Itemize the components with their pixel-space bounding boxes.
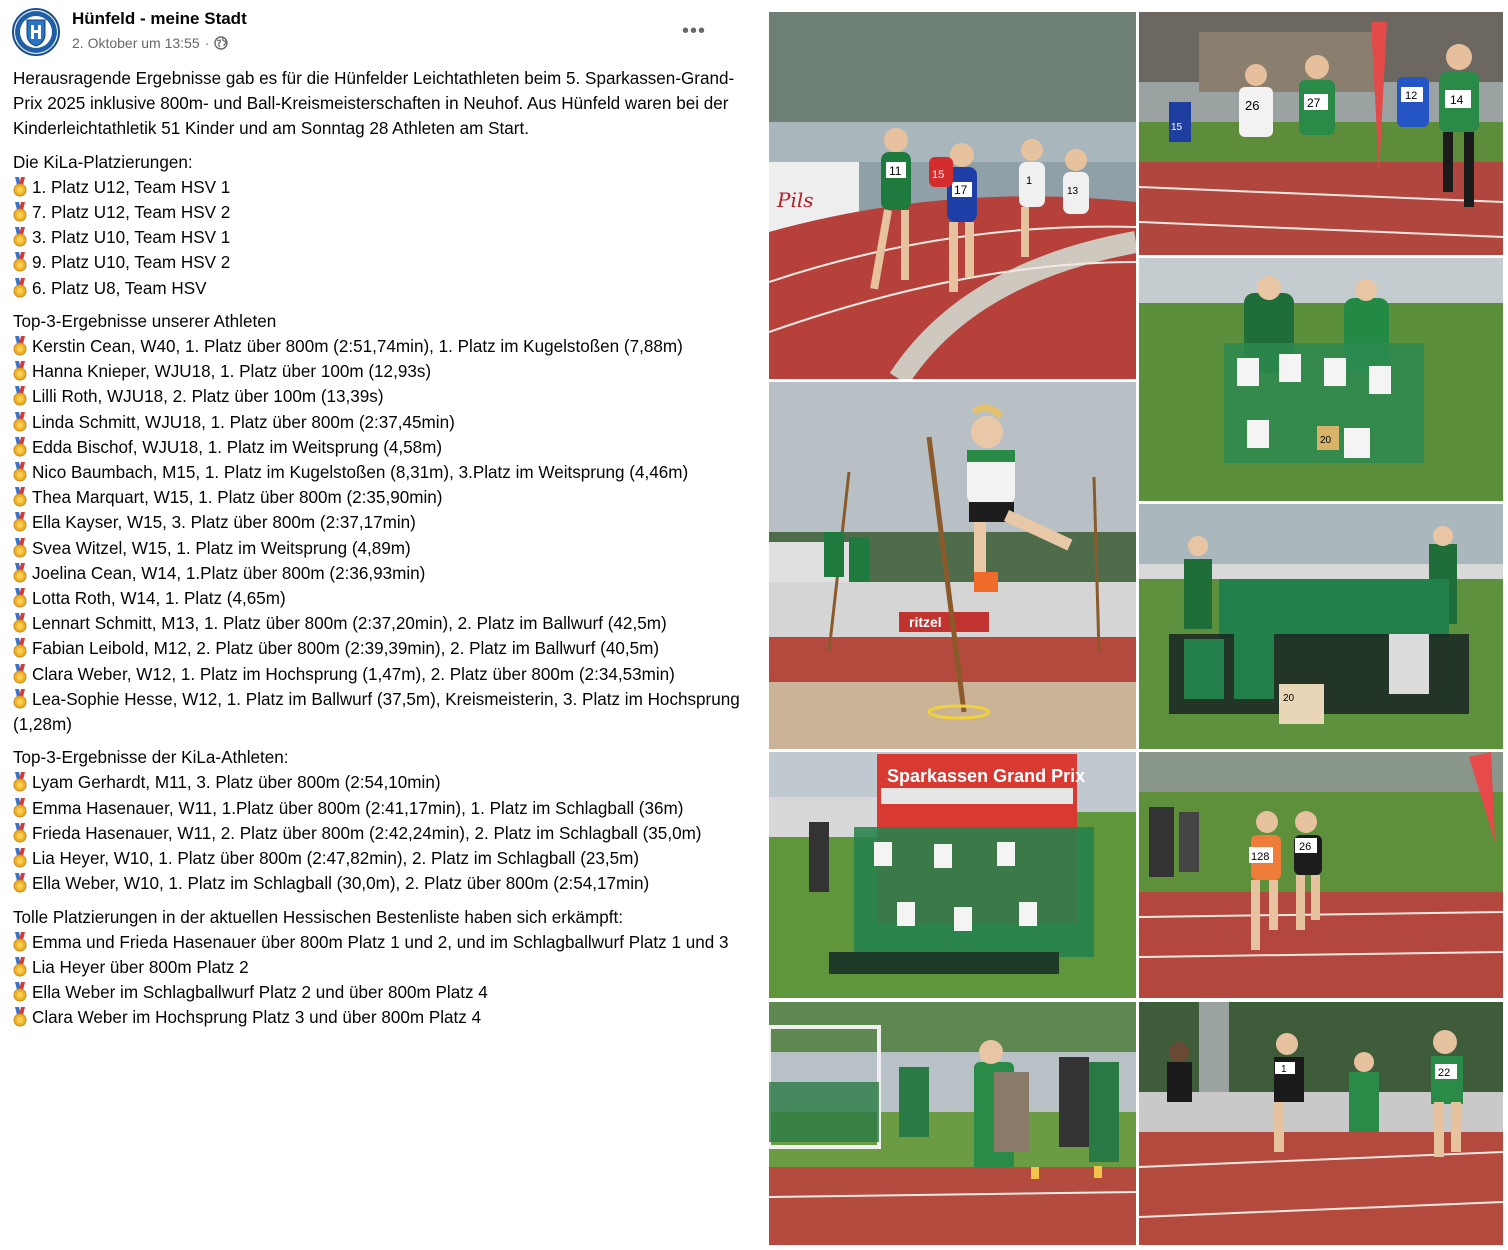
kila-heading: Die KiLa-Platzierungen: — [13, 152, 193, 172]
medal-icon — [13, 437, 27, 457]
result-text: Edda Bischof, WJU18, 1. Platz im Weitsprung (4,58m) — [32, 437, 443, 457]
medal-icon — [13, 823, 27, 843]
result-item — [13, 821, 748, 846]
result-item — [13, 175, 748, 200]
globe-icon — [214, 36, 228, 50]
result-text: Ella Kayser, W15, 3. Platz über 800m (2:37,17min) — [32, 513, 416, 533]
medal-icon — [13, 798, 27, 818]
result-item — [13, 687, 748, 737]
photo-sprint[interactable] — [1139, 12, 1503, 255]
photo-sprint-start[interactable] — [1139, 1002, 1503, 1245]
kila-athletes-heading: Top-3-Ergebnisse der KiLa-Athleten: — [13, 748, 289, 768]
post-text — [13, 66, 748, 1039]
result-text: 3. Platz U10, Team HSV 1 — [32, 228, 231, 248]
race-bib: 1 — [1026, 175, 1033, 187]
result-text: Joelina Cean, W14, 1.Platz über 800m (2:36,93min) — [32, 563, 426, 583]
medal-icon — [13, 252, 27, 272]
team-bib: 20 — [1283, 693, 1295, 704]
medal-icon — [13, 227, 27, 247]
result-text: Linda Schmitt, WJU18, 1. Platz über 800m (2:37,45min) — [32, 412, 455, 432]
medal-icon — [13, 563, 27, 583]
result-text: Lotta Roth, W14, 1. Platz (4,65m) — [32, 589, 286, 609]
result-item — [13, 384, 748, 409]
result-text: Hanna Knieper, WJU18, 1. Platz über 100m (12,93s) — [32, 362, 432, 382]
result-item — [13, 359, 748, 384]
medal-icon — [13, 613, 27, 633]
result-item — [13, 846, 748, 871]
result-item — [13, 871, 748, 896]
result-item — [13, 536, 748, 561]
result-text: Emma und Frieda Hasenauer über 800m Platz 1 und 2, und im Schlagballwurf Platz 1 und 3 — [32, 932, 729, 952]
result-item — [13, 636, 748, 661]
result-text: 7. Platz U12, Team HSV 2 — [32, 203, 231, 223]
result-text: Clara Weber, W12, 1. Platz im Hochsprung (1,47m), 2. Platz über 800m (2:34,53min) — [32, 664, 675, 684]
kila-athletes-list — [13, 770, 748, 896]
result-text: Frieda Hasenauer, W11, 2. Platz über 800m (2:42,24min), 2. Platz im Schlagball (35,0m) — [32, 823, 702, 843]
sprint-bib: 27 — [1307, 96, 1321, 110]
photo-long-jump[interactable] — [769, 382, 1136, 749]
medal-icon — [13, 689, 27, 709]
intro-text: Herausragende Ergebnisse gab es für die Hünfelder Leichtathleten beim 5. Sparkassen-Grand-Prix 2025 inklusive 800m- und Ball-Kreismeisterschaften in Neuhof. Aus Hünfeld waren bei der Kinderleichtathletik 51 Kinder und am Sonntag 28 Athleten am Start. — [13, 69, 735, 139]
photo-ball-throw[interactable] — [769, 1002, 1136, 1245]
post-meta — [72, 35, 228, 51]
race-bib: 15 — [932, 169, 945, 181]
result-text: Emma Hasenauer, W11, 1.Platz über 800m (2:41,17min), 1. Platz im Schlagball (36m) — [32, 798, 684, 818]
start-bib: 22 — [1438, 1067, 1451, 1079]
post-header — [12, 8, 752, 58]
result-text: Fabian Leibold, M12, 2. Platz über 800m (2:39,39min), 2. Platz im Ballwurf (40,5m) — [32, 639, 660, 659]
medal-icon — [13, 361, 27, 381]
result-item — [13, 460, 748, 485]
team-bib: 20 — [1320, 435, 1332, 446]
result-text: Lea-Sophie Hesse, W12, 1. Platz im Ballwurf (37,5m), Kreismeisterin, 3. Platz im Hochsprung (1,28m) — [13, 689, 740, 735]
result-item — [13, 200, 748, 225]
result-text: Nico Baumbach, M15, 1. Platz im Kugelstoßen (8,31m), 3.Platz im Weitsprung (4,46m) — [32, 463, 689, 483]
result-item — [13, 225, 748, 250]
medal-icon — [13, 386, 27, 406]
medal-icon — [13, 957, 27, 977]
result-item — [13, 586, 748, 611]
avatar[interactable] — [12, 8, 60, 56]
result-item — [13, 334, 748, 359]
pils-sign: Pils — [777, 188, 814, 212]
medal-icon — [13, 664, 27, 684]
sponsor-sign: ritzel — [909, 614, 942, 630]
medal-icon — [13, 932, 27, 952]
result-item — [13, 1005, 748, 1030]
banner-title: Sparkassen Grand Prix — [887, 766, 1086, 786]
result-item — [13, 485, 748, 510]
result-text: Clara Weber im Hochsprung Platz 3 und über 800m Platz 4 — [32, 1008, 482, 1028]
top3-section — [13, 309, 748, 737]
result-text: Lyam Gerhardt, M11, 3. Platz über 800m (2:54,10min) — [32, 773, 441, 793]
result-item — [13, 276, 748, 301]
result-text: Ella Weber im Schlagballwurf Platz 2 und über 800m Platz 4 — [32, 983, 488, 1003]
post-timestamp[interactable]: 2. Oktober um 13:55 — [72, 35, 200, 51]
bestenliste-section — [13, 905, 748, 1031]
city-crest-icon — [14, 10, 58, 54]
result-text: Lia Heyer, W10, 1. Platz über 800m (2:47,82min), 2. Platz im Schlagball (23,5m) — [32, 849, 640, 869]
kila-athletes-section — [13, 745, 748, 896]
photo-race-curve[interactable] — [769, 12, 1136, 379]
medal-icon — [13, 982, 27, 1002]
sprint-bib: 26 — [1245, 98, 1260, 113]
result-item — [13, 611, 748, 636]
bestenliste-list — [13, 930, 748, 1031]
medal-icon — [13, 412, 27, 432]
race-bib: 11 — [889, 164, 902, 178]
finish-bib: 128 — [1251, 851, 1270, 863]
more-options-icon[interactable]: ••• — [681, 20, 706, 42]
sprint-bib: 14 — [1450, 93, 1464, 107]
start-bib: 1 — [1281, 1064, 1287, 1075]
result-text: Ella Weber, W10, 1. Platz im Schlagball (30,0m), 2. Platz über 800m (2:54,17min) — [32, 874, 650, 894]
sprint-bib: 15 — [1171, 122, 1183, 133]
result-item — [13, 770, 748, 795]
result-item — [13, 435, 748, 460]
medal-icon — [13, 848, 27, 868]
bestenliste-heading: Tolle Platzierungen in der aktuellen Hessischen Bestenliste haben sich erkämpft: — [13, 907, 624, 927]
medal-icon — [13, 638, 27, 658]
result-text: 9. Platz U10, Team HSV 2 — [32, 253, 231, 273]
medal-icon — [13, 772, 27, 792]
page-name[interactable]: Hünfeld - meine Stadt — [72, 9, 247, 28]
top3-heading: Top-3-Ergebnisse unserer Athleten — [13, 311, 277, 331]
result-text: Thea Marquart, W15, 1. Platz über 800m (2:35,90min) — [32, 488, 443, 508]
race-bib: 13 — [1067, 186, 1079, 197]
medal-icon — [13, 462, 27, 482]
photo-800m-race[interactable] — [1139, 752, 1503, 998]
intro-paragraph — [13, 66, 748, 142]
sprint-bib: 12 — [1405, 90, 1418, 102]
meta-separator: · — [204, 35, 210, 51]
medal-icon — [13, 538, 27, 558]
photo-team-certificates[interactable] — [1139, 258, 1503, 501]
medal-icon — [13, 588, 27, 608]
result-item — [13, 930, 748, 955]
medal-icon — [13, 1007, 27, 1027]
result-text: 6. Platz U8, Team HSV — [32, 278, 207, 298]
result-item — [13, 662, 748, 687]
race-bib: 17 — [954, 183, 968, 197]
medal-icon — [13, 202, 27, 222]
medal-icon — [13, 278, 27, 298]
medal-icon — [13, 177, 27, 197]
result-item — [13, 955, 748, 980]
result-text: Kerstin Cean, W40, 1. Platz über 800m (2:51,74min), 1. Platz im Kugelstoßen (7,88m) — [32, 337, 683, 357]
result-item — [13, 980, 748, 1005]
kila-section — [13, 150, 748, 301]
finish-bib: 26 — [1299, 841, 1312, 853]
result-text: Lennart Schmitt, M13, 1. Platz über 800m (2:37,20min), 2. Platz im Ballwurf (42,5m) — [32, 614, 667, 634]
result-text: Svea Witzel, W15, 1. Platz im Weitsprung (4,89m) — [32, 538, 411, 558]
result-item — [13, 250, 748, 275]
result-item — [13, 510, 748, 535]
photo-team-medals[interactable] — [1139, 504, 1503, 749]
result-item — [13, 410, 748, 435]
kila-list — [13, 175, 748, 301]
medal-icon — [13, 487, 27, 507]
result-text: 1. Platz U12, Team HSV 1 — [32, 177, 231, 197]
result-text: Lia Heyer über 800m Platz 2 — [32, 957, 249, 977]
result-item — [13, 796, 748, 821]
photo-grand-prix-banner[interactable] — [769, 752, 1136, 998]
medal-icon — [13, 336, 27, 356]
medal-icon — [13, 512, 27, 532]
top3-list — [13, 334, 748, 737]
medal-icon — [13, 873, 27, 893]
result-text: Lilli Roth, WJU18, 2. Platz über 100m (13,39s) — [32, 387, 384, 407]
result-item — [13, 561, 748, 586]
